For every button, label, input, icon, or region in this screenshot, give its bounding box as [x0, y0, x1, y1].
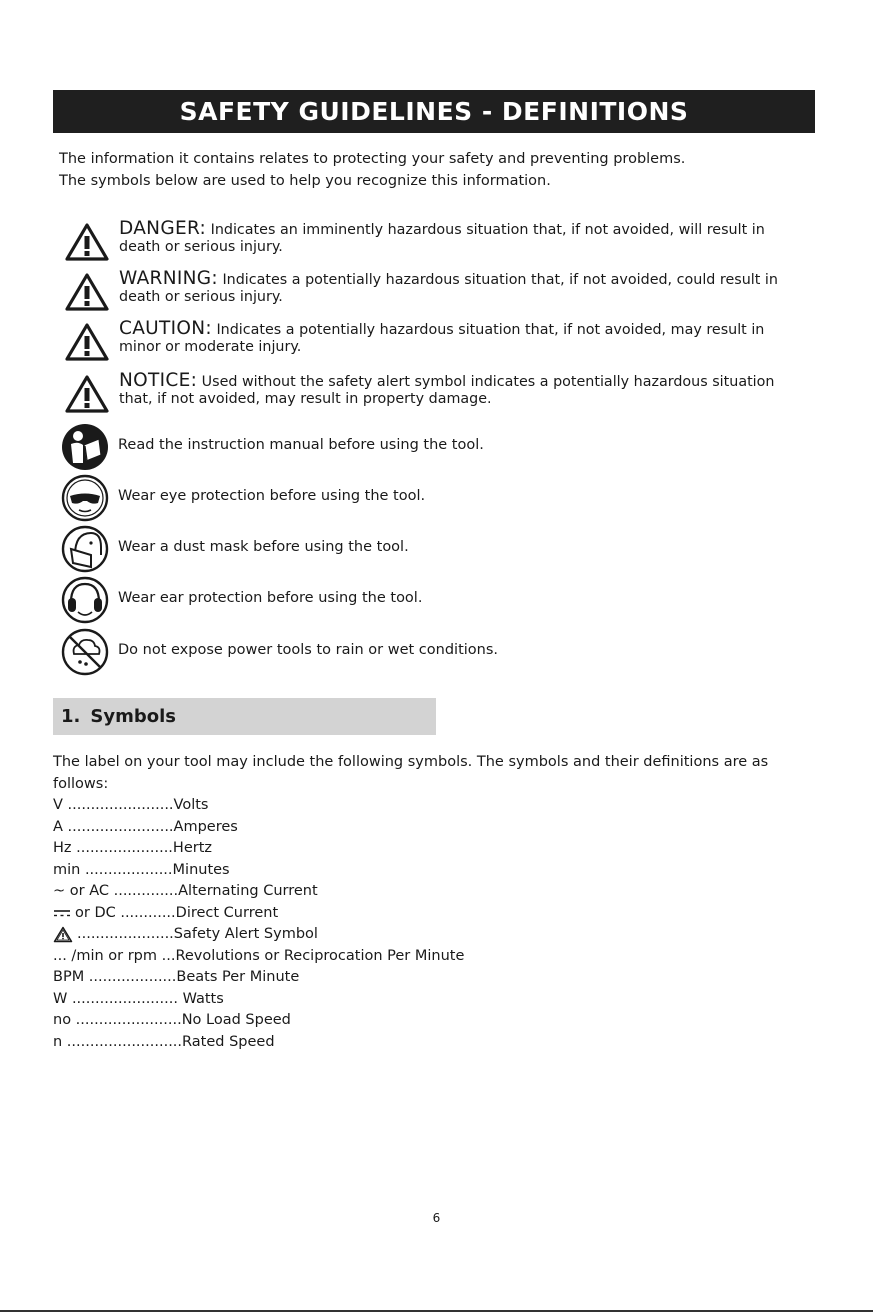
section-title: Symbols: [90, 706, 176, 727]
intro-text: [59, 148, 685, 192]
symbol-term: or DC ............: [75, 904, 176, 921]
signal-word: CAUTION:: [119, 318, 212, 339]
eye-protection-icon: [61, 474, 109, 522]
section-number: 1.: [61, 706, 81, 727]
warning-triangle-icon: [64, 222, 110, 262]
page-banner-title: SAFETY GUIDELINES - DEFINITIONS: [53, 90, 815, 133]
symbol-term: ~ or AC ..............: [53, 883, 179, 899]
warning-triangle-icon: [64, 272, 110, 312]
ppe-ear-protection: [61, 576, 821, 624]
symbol-term: W .......................: [53, 990, 183, 1007]
symbol-term: Hz .....................: [53, 840, 173, 856]
list-item: [53, 989, 464, 1011]
symbol-definition: Revolutions or Reciprocation Per Minute: [175, 947, 465, 964]
list-item: [53, 924, 464, 946]
symbol-term: A .......................: [53, 818, 174, 835]
list-item: [53, 881, 464, 903]
ppe-text: Wear eye protection before using the tool.: [118, 488, 426, 504]
ppe-text: Wear ear protection before using the tool.: [118, 590, 423, 606]
intro-line: The symbols below are used to help you recognize this information.: [59, 173, 551, 189]
hazard-description: Indicates a potentially hazardous situation that, if not avoided, could result in death or serious injury.: [119, 272, 778, 305]
list-item: [53, 817, 464, 839]
symbol-term: V .......................: [53, 797, 174, 813]
warning-triangle-icon: [64, 374, 110, 414]
warning-triangle-icon: [64, 322, 110, 362]
symbol-definition: No Load Speed: [181, 1012, 291, 1028]
symbol-term: .....................: [77, 926, 174, 942]
intro-line: The information it contains relates to protecting your safety and preventing problems.: [59, 151, 686, 167]
symbol-definition: Volts: [173, 797, 209, 813]
symbols-intro: The label on your tool may include the following symbols. The symbols and their definitions are as follows:: [53, 754, 769, 792]
signal-word: NOTICE:: [119, 370, 198, 391]
list-item: [53, 967, 464, 989]
ear-protection-icon: [61, 576, 109, 624]
hazard-description: Indicates an imminently hazardous situation that, if not avoided, will result in death or serious injury.: [119, 222, 765, 255]
ppe-dust-mask: [61, 525, 821, 573]
symbol-definition: Amperes: [173, 818, 238, 835]
ppe-text: Wear a dust mask before using the tool.: [118, 539, 409, 555]
symbol-term: BPM ...................: [53, 969, 177, 985]
list-item: [53, 903, 464, 925]
dc-symbol-icon: [53, 908, 71, 918]
no-rain-icon: [61, 628, 109, 676]
ppe-text: Do not expose power tools to rain or wet conditions.: [118, 642, 499, 658]
list-item: [53, 860, 464, 882]
symbol-definition: Alternating Current: [178, 883, 318, 899]
list-item: [53, 1010, 464, 1032]
hazard-description: Used without the safety alert symbol indicates a potentially hazardous situation that, if not avoided, may result in property damage.: [119, 374, 775, 407]
list-item: [53, 795, 464, 817]
symbol-definition: Minutes: [172, 861, 230, 878]
section-heading: [53, 698, 436, 735]
safety-alert-icon: [53, 926, 73, 943]
ppe-no-rain: [61, 628, 821, 676]
list-item: [53, 946, 464, 968]
hazard-description: Indicates a potentially hazardous situation that, if not avoided, may result in minor or moderate injury.: [119, 322, 765, 355]
read-manual-icon: [61, 423, 109, 471]
ppe-eye-protection: [61, 474, 821, 522]
dust-mask-icon: [61, 525, 109, 573]
list-item: [53, 838, 464, 860]
signal-word: DANGER:: [119, 218, 207, 239]
ppe-read-manual: [61, 423, 821, 471]
symbol-term: n .........................: [53, 1033, 183, 1050]
symbol-term: min ...................: [53, 861, 173, 878]
symbol-definition: Direct Current: [175, 904, 279, 921]
ppe-text: Read the instruction manual before using the tool.: [118, 437, 484, 453]
symbol-definition: Hertz: [172, 840, 213, 856]
symbol-definition: Beats Per Minute: [176, 969, 300, 985]
symbol-term: ... /min or rpm ...: [53, 947, 176, 964]
signal-word: WARNING:: [119, 268, 218, 289]
page-bottom-rule: [0, 1310, 873, 1312]
symbol-definition: Safety Alert Symbol: [173, 926, 318, 942]
symbol-definition-list: [53, 795, 464, 1053]
page-number: 6: [432, 1211, 441, 1225]
symbol-term: no .......................: [53, 1012, 182, 1028]
symbol-definition: Watts: [182, 990, 224, 1007]
symbol-definition: Rated Speed: [182, 1033, 275, 1050]
list-item: [53, 1032, 464, 1054]
